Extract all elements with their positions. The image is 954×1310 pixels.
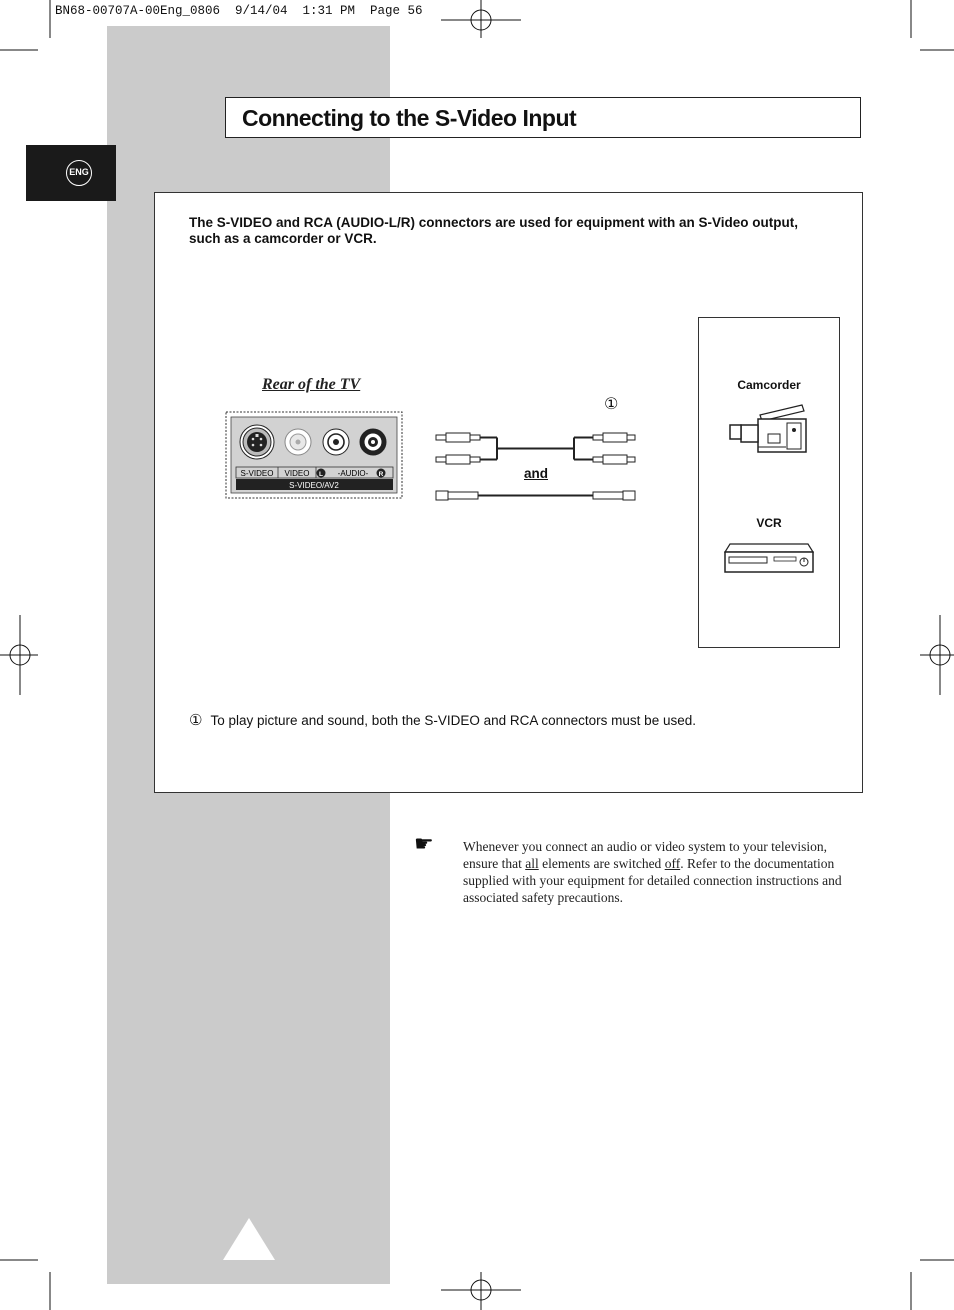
- rear-of-tv-label: Rear of the TV: [262, 376, 361, 393]
- language-tab: [26, 145, 116, 201]
- video-jack: [285, 429, 311, 455]
- page-title: Connecting to the S-Video Input: [242, 105, 577, 131]
- tv-rear-panel: [225, 411, 403, 499]
- safety-note: [463, 838, 863, 906]
- audio-port-label: -AUDIO-: [337, 469, 369, 478]
- note-underline-off: off: [664, 856, 681, 871]
- l-badge-label: L: [319, 471, 323, 478]
- note-text-1: Whenever you connect an audio or video system to your television, ensure that: [463, 839, 828, 871]
- devices-box: [698, 317, 840, 648]
- vcr-icon: [722, 540, 816, 576]
- and-label: and: [524, 466, 549, 481]
- footnote-marker: ①: [189, 711, 203, 729]
- r-badge-label: R: [378, 471, 384, 478]
- vcr-label: VCR: [756, 516, 782, 530]
- title-box: [225, 97, 861, 138]
- camcorder-label: Camcorder: [737, 378, 801, 392]
- camcorder-icon: [728, 403, 810, 455]
- svideo-cable: [436, 491, 635, 500]
- footnote-text: To play picture and sound, both the S-VIDEO and RCA connectors must be used.: [210, 713, 696, 728]
- svideo-jack: [240, 425, 274, 459]
- audio-right-jack: [360, 429, 386, 455]
- rca-cable-wires: [480, 438, 593, 460]
- rca-cable-right-plugs: [593, 433, 635, 464]
- audio-left-jack: [323, 429, 349, 455]
- intro-text: The S-VIDEO and RCA (AUDIO-L/R) connectors are used for equipment with an S-Video output, such as a camcorder or VCR.: [189, 215, 799, 246]
- pointing-hand-icon: ☛: [414, 832, 434, 857]
- connection-marker: ①: [604, 394, 619, 413]
- print-header: BN68-00707A-00Eng_0806 9/14/04 1:31 PM Page 56: [55, 4, 423, 18]
- panel-footer-label: S-VIDEO/AV2: [289, 481, 339, 490]
- note-text-3: . Refer to the documentation supplied with your equipment for detailed connection instructions and associated safety precautions.: [463, 856, 842, 905]
- video-port-label: VIDEO: [284, 469, 310, 478]
- note-text-2: elements are switched: [538, 856, 665, 871]
- language-badge: ENG: [66, 160, 92, 186]
- svideo-port-label: S-VIDEO: [240, 469, 274, 478]
- footnote: [189, 711, 696, 729]
- rca-cable-left-plugs: [436, 433, 480, 464]
- note-underline-all: all: [525, 856, 539, 871]
- page-triangle-icon: [222, 1217, 276, 1261]
